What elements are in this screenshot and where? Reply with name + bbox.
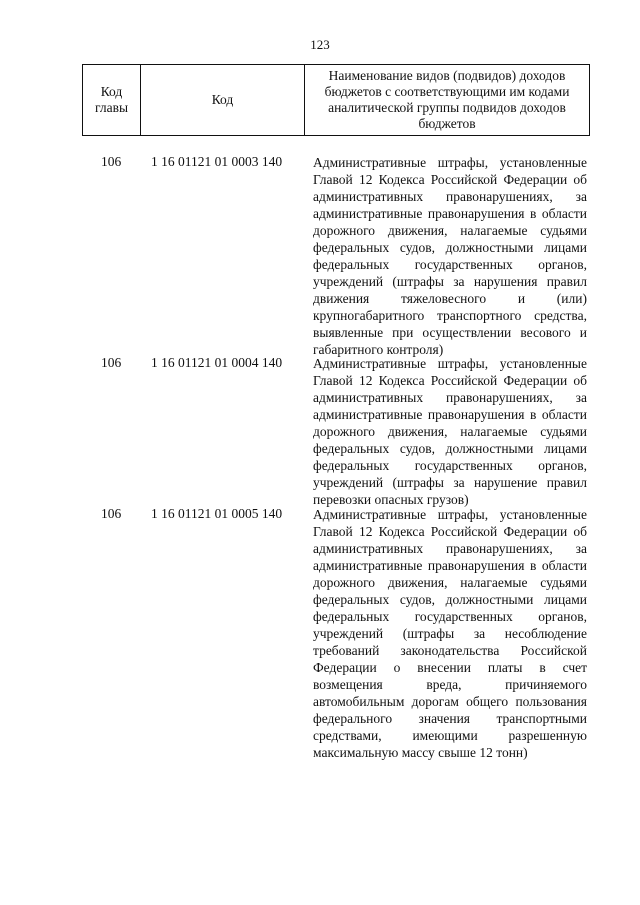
chapter-code: 106 bbox=[101, 154, 122, 169]
table-header bbox=[82, 64, 590, 136]
income-description: Административные штрафы, установленные Главой 12 Кодекса Российской Федерации об административных правонарушениях, за административные правонарушения в области дорожного движения, налагаемые судьями федеральных судов, должностными лицами федеральных государственных органов, учреждений (штрафы за несоблюдение требований законодательства Российской Федерации о внесении платы в счет возмещения вреда, причиняемого автомобильным дорогам общего пользования федерального значения транспортными средствами, имеющими разрешенную максимальную массу свыше 12 тонн) bbox=[313, 507, 587, 760]
chapter-code: 106 bbox=[101, 355, 122, 370]
income-description: Административные штрафы, установленные Главой 12 Кодекса Российской Федерации об административных правонарушениях, за административные правонарушения в области дорожного движения, налагаемые судьями федеральных судов, должностными лицами федеральных государственных органов, учреждений (штрафы за нарушения правил движения тяжеловесного и (или) крупногабаритного транспортного средства, выявленные при осуществлении весового и габаритного контроля) bbox=[313, 155, 587, 357]
header-name: Наименование видов (подвидов) доходов бюджетов с соответствующими им кодами аналитической группы подвидов доходов бюджетов bbox=[305, 65, 590, 136]
header-chapter-code: Код главы bbox=[83, 65, 141, 136]
budget-code: 1 16 01121 01 0004 140 bbox=[151, 355, 283, 370]
budget-code: 1 16 01121 01 0005 140 bbox=[151, 506, 283, 521]
chapter-code: 106 bbox=[101, 506, 122, 521]
income-description: Административные штрафы, установленные Главой 12 Кодекса Российской Федерации об административных правонарушениях, за административные правонарушения в области дорожного движения, налагаемые судьями федеральных судов, должностными лицами федеральных государственных органов, учреждений (штрафы за нарушение правил перевозки опасных грузов) bbox=[313, 356, 587, 507]
header-code: Код bbox=[141, 65, 305, 136]
page-number: 123 bbox=[310, 37, 330, 52]
budget-code: 1 16 01121 01 0003 140 bbox=[151, 154, 283, 169]
